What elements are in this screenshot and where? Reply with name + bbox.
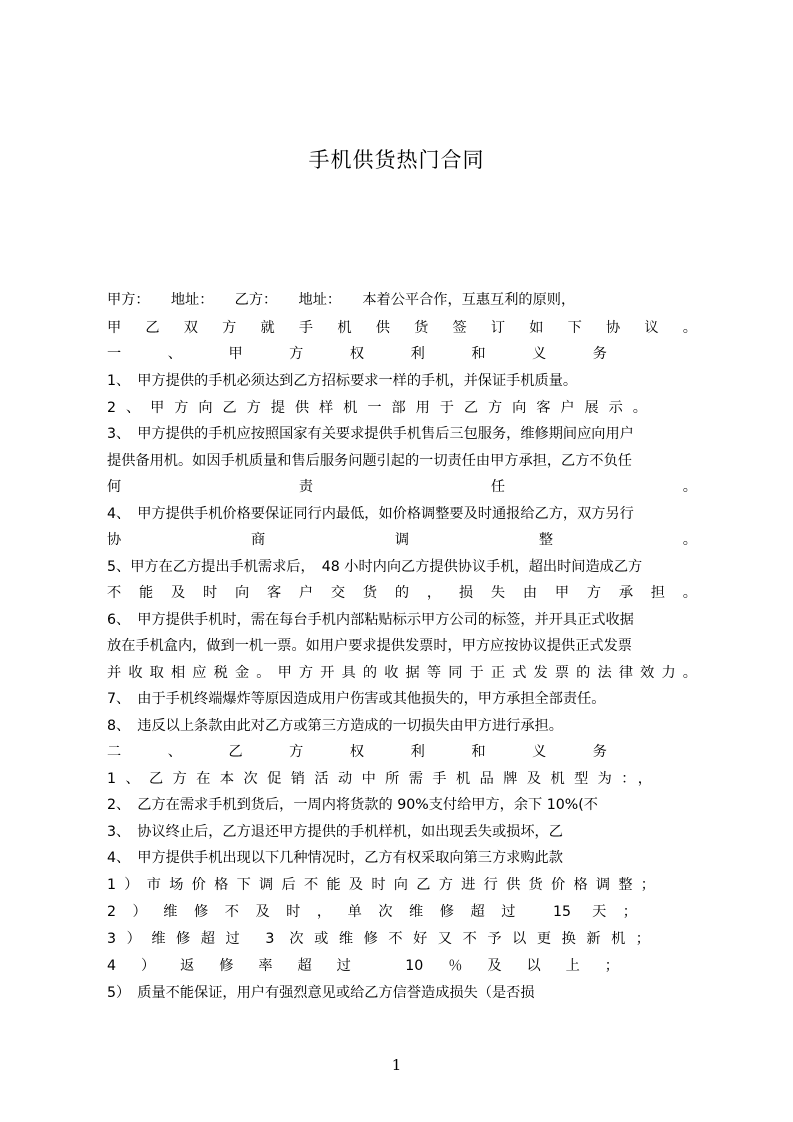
- page-number: 1: [391, 1056, 402, 1074]
- paragraph-line: 并收取相应税金。甲方开具的收据等同于正式发票的法律效力。: [107, 665, 697, 681]
- paragraph-line: 放在手机盒内，做到一机一票。如用户要求提供发票时，甲方应按协议提供正式发票: [107, 638, 632, 654]
- paragraph-line: 甲方： 地址： 乙方： 地址： 本着公平合作，互惠互利的原则，: [107, 292, 576, 308]
- paragraph-line: 2）维修不及时，单次维修超过 15 天；: [107, 904, 637, 920]
- paragraph-line: 1）市场价格下调后不能及时向乙方进行供货价格调整；: [107, 877, 655, 893]
- paragraph-line: 1、 甲方提供的手机必须达到乙方招标要求一样的手机，并保证手机质量。: [107, 373, 578, 389]
- section-heading: 二、乙方权利和义务: [107, 744, 607, 760]
- paragraph-line: 5） 质量不能保证，用户有强烈意见或给乙方信誉造成损失（是否损: [107, 985, 535, 1001]
- paragraph-line: 3）维修超过 3 次或维修不好又不予以更换新机；: [107, 931, 650, 947]
- paragraph-line: 提供备用机。如因手机质量和售后服务问题引起的一切责任由甲方承担，乙方不负任: [107, 453, 632, 469]
- paragraph-line: 5、甲方在乙方提出手机需求后， 48 小时内向乙方提供协议手机，超出时间造成乙方: [107, 559, 643, 575]
- paragraph-line: 不能及时向客户交货的，损失由甲方承担。: [107, 585, 697, 601]
- paragraph-line: 1、乙方在本次促销活动中所需手机品牌及机型为：，: [107, 771, 652, 787]
- paragraph-line: 3、 甲方提供的手机应按照国家有关要求提供手机售后三包服务，维修期间应向用户: [107, 426, 634, 442]
- paragraph-line: 3、 协议终止后，乙方退还甲方提供的手机样机，如出现丢失或损坏，乙: [107, 824, 563, 840]
- paragraph-line: 2、 乙方在需求手机到货后，一周内将货款的 90%支付给甲方，余下 10%(不: [107, 797, 598, 813]
- paragraph-line: 2、甲方向乙方提供样机一部用于乙方向客户展示。: [107, 400, 647, 416]
- paragraph-line: 4、 甲方提供手机出现以下几种情况时，乙方有权采取向第三方求购此款: [107, 850, 563, 866]
- paragraph-line: 8、 违反以上条款由此对乙方或第三方造成的一切损失由甲方进行承担。: [107, 718, 563, 734]
- paragraph-line: 6、 甲方提供手机时，需在每台手机内部粘贴标示甲方公司的标签，并开具正式收据: [107, 612, 634, 628]
- paragraph-line: 甲乙双方就手机供货签订如下协议。: [107, 320, 697, 336]
- paragraph-line: 何责任。: [107, 479, 697, 495]
- document-title: 手机供货热门合同: [308, 148, 485, 172]
- paragraph-line: 4、 甲方提供手机价格要保证同行内最低，如价格调整要及时通报给乙方，双方另行: [107, 506, 634, 522]
- paragraph-line: 4）返修率超过 10％及以上；: [107, 958, 619, 974]
- paragraph-line: 7、 由于手机终端爆炸等原因造成用户伤害或其他损失的，甲方承担全部责任。: [107, 691, 606, 707]
- paragraph-line: 协商调整。: [107, 532, 697, 548]
- section-heading: 一、甲方权利和义务: [107, 346, 607, 362]
